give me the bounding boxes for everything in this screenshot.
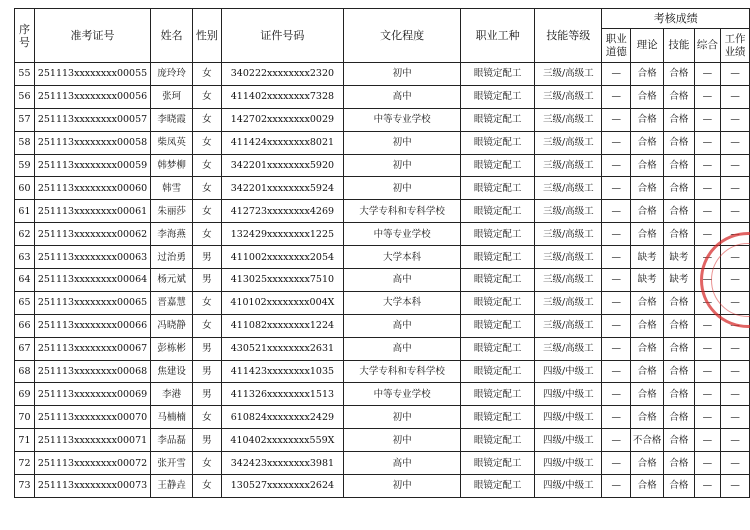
header-name: 姓名: [151, 9, 193, 63]
cell-comprehensive: —: [694, 246, 721, 269]
cell-gender: 男: [193, 360, 221, 383]
cell-id-no: 130527xxxxxxxx2624: [221, 475, 344, 498]
cell-comprehensive: —: [694, 269, 721, 292]
cell-skill: 合格: [664, 360, 694, 383]
cell-skill: 合格: [664, 429, 694, 452]
cell-work-performance: —: [721, 475, 750, 498]
cell-gender: 女: [193, 85, 221, 108]
cell-id-no: 411423xxxxxxxx1035: [221, 360, 344, 383]
cell-comprehensive: —: [694, 452, 721, 475]
cell-ethics: —: [602, 223, 631, 246]
cell-name: 马楠楠: [151, 406, 193, 429]
cell-occupation: 眼镜定配工: [461, 63, 535, 86]
cell-theory: 合格: [631, 291, 664, 314]
cell-education: 大学本科: [344, 291, 461, 314]
cell-comprehensive: —: [694, 360, 721, 383]
cell-occupation: 眼镜定配工: [461, 154, 535, 177]
cell-ethics: —: [602, 85, 631, 108]
cell-comprehensive: —: [694, 177, 721, 200]
cell-name: 杨元斌: [151, 269, 193, 292]
cell-comprehensive: —: [694, 429, 721, 452]
cell-exam-no: 251113xxxxxxxx00066: [34, 314, 150, 337]
table-row: [15, 291, 750, 314]
cell-exam-no: 251113xxxxxxxx00068: [34, 360, 150, 383]
cell-id-no: 142702xxxxxxxx0029: [221, 108, 344, 131]
cell-skill-level: 四级/中级工: [535, 475, 602, 498]
cell-education: 初中: [344, 177, 461, 200]
cell-name: 庞玲玲: [151, 63, 193, 86]
cell-theory: 合格: [631, 63, 664, 86]
cell-name: 李品磊: [151, 429, 193, 452]
cell-theory: 合格: [631, 452, 664, 475]
cell-education: 高中: [344, 452, 461, 475]
cell-seq: 64: [15, 269, 35, 292]
cell-skill: 缺考: [664, 269, 694, 292]
cell-skill-level: 四级/中级工: [535, 429, 602, 452]
table-row: [15, 154, 750, 177]
cell-comprehensive: —: [694, 131, 721, 154]
cell-theory: 合格: [631, 154, 664, 177]
cell-gender: 男: [193, 246, 221, 269]
cell-education: 中等专业学校: [344, 108, 461, 131]
cell-skill: 合格: [664, 452, 694, 475]
cell-exam-no: 251113xxxxxxxx00059: [34, 154, 150, 177]
cell-occupation: 眼镜定配工: [461, 291, 535, 314]
cell-ethics: —: [602, 154, 631, 177]
cell-occupation: 眼镜定配工: [461, 177, 535, 200]
cell-occupation: 眼镜定配工: [461, 223, 535, 246]
cell-occupation: 眼镜定配工: [461, 314, 535, 337]
table-row: [15, 360, 750, 383]
cell-name: 彭栋彬: [151, 337, 193, 360]
cell-gender: 女: [193, 452, 221, 475]
header-gender: 性别: [193, 9, 221, 63]
cell-exam-no: 251113xxxxxxxx00055: [34, 63, 150, 86]
cell-work-performance: —: [721, 223, 750, 246]
cell-occupation: 眼镜定配工: [461, 337, 535, 360]
cell-exam-no: 251113xxxxxxxx00064: [34, 269, 150, 292]
cell-work-performance: —: [721, 269, 750, 292]
cell-exam-no: 251113xxxxxxxx00070: [34, 406, 150, 429]
cell-gender: 女: [193, 131, 221, 154]
cell-id-no: 411002xxxxxxxx2054: [221, 246, 344, 269]
cell-seq: 65: [15, 291, 35, 314]
header-work-performance: 工作业绩: [721, 29, 750, 63]
cell-exam-no: 251113xxxxxxxx00067: [34, 337, 150, 360]
cell-exam-no: 251113xxxxxxxx00058: [34, 131, 150, 154]
cell-seq: 73: [15, 475, 35, 498]
cell-ethics: —: [602, 108, 631, 131]
cell-skill-level: 三级/高级工: [535, 246, 602, 269]
cell-skill-level: 三级/高级工: [535, 223, 602, 246]
cell-gender: 女: [193, 177, 221, 200]
cell-exam-no: 251113xxxxxxxx00069: [34, 383, 150, 406]
cell-gender: 男: [193, 429, 221, 452]
cell-occupation: 眼镜定配工: [461, 269, 535, 292]
table-row: [15, 314, 750, 337]
cell-id-no: 342201xxxxxxxx5920: [221, 154, 344, 177]
cell-work-performance: —: [721, 429, 750, 452]
cell-skill: 合格: [664, 131, 694, 154]
cell-seq: 56: [15, 85, 35, 108]
header-theory: 理论: [631, 29, 664, 63]
cell-gender: 女: [193, 200, 221, 223]
cell-ethics: —: [602, 131, 631, 154]
cell-gender: 男: [193, 269, 221, 292]
cell-seq: 61: [15, 200, 35, 223]
cell-gender: 女: [193, 154, 221, 177]
cell-work-performance: —: [721, 85, 750, 108]
cell-name: 李海燕: [151, 223, 193, 246]
cell-id-no: 411082xxxxxxxx1224: [221, 314, 344, 337]
header-seq: 序号: [15, 9, 35, 63]
cell-skill-level: 三级/高级工: [535, 108, 602, 131]
cell-theory: 合格: [631, 131, 664, 154]
cell-skill-level: 三级/高级工: [535, 269, 602, 292]
cell-education: 中等专业学校: [344, 383, 461, 406]
cell-skill: 合格: [664, 177, 694, 200]
cell-skill-level: 三级/高级工: [535, 131, 602, 154]
cell-exam-no: 251113xxxxxxxx00062: [34, 223, 150, 246]
cell-education: 高中: [344, 314, 461, 337]
cell-work-performance: —: [721, 314, 750, 337]
cell-theory: 合格: [631, 108, 664, 131]
cell-comprehensive: —: [694, 223, 721, 246]
table-row: [15, 429, 750, 452]
cell-comprehensive: —: [694, 314, 721, 337]
table-row: [15, 131, 750, 154]
cell-ethics: —: [602, 200, 631, 223]
cell-gender: 女: [193, 475, 221, 498]
cell-occupation: 眼镜定配工: [461, 475, 535, 498]
cell-skill: 合格: [664, 63, 694, 86]
table-row: [15, 200, 750, 223]
table-row: [15, 337, 750, 360]
cell-id-no: 411402xxxxxxxx7328: [221, 85, 344, 108]
cell-id-no: 340222xxxxxxxx2320: [221, 63, 344, 86]
cell-seq: 69: [15, 383, 35, 406]
cell-skill: 合格: [664, 154, 694, 177]
cell-work-performance: —: [721, 360, 750, 383]
cell-comprehensive: —: [694, 63, 721, 86]
cell-occupation: 眼镜定配工: [461, 360, 535, 383]
cell-work-performance: —: [721, 406, 750, 429]
table-row: [15, 177, 750, 200]
cell-id-no: 411326xxxxxxxx1513: [221, 383, 344, 406]
cell-skill: 合格: [664, 475, 694, 498]
table-row: [15, 269, 750, 292]
cell-occupation: 眼镜定配工: [461, 452, 535, 475]
cell-theory: 不合格: [631, 429, 664, 452]
cell-seq: 57: [15, 108, 35, 131]
cell-name: 张珂: [151, 85, 193, 108]
cell-gender: 女: [193, 63, 221, 86]
cell-ethics: —: [602, 314, 631, 337]
header-education: 文化程度: [344, 9, 461, 63]
cell-education: 大学本科: [344, 246, 461, 269]
cell-skill-level: 三级/高级工: [535, 85, 602, 108]
cell-comprehensive: —: [694, 154, 721, 177]
cell-ethics: —: [602, 360, 631, 383]
cell-work-performance: —: [721, 154, 750, 177]
cell-occupation: 眼镜定配工: [461, 429, 535, 452]
cell-theory: 缺考: [631, 246, 664, 269]
cell-name: 冯晓静: [151, 314, 193, 337]
cell-education: 初中: [344, 131, 461, 154]
cell-ethics: —: [602, 452, 631, 475]
results-table: [14, 8, 750, 498]
cell-education: 初中: [344, 63, 461, 86]
cell-id-no: 410102xxxxxxxx004X: [221, 291, 344, 314]
cell-skill-level: 三级/高级工: [535, 337, 602, 360]
cell-ethics: —: [602, 269, 631, 292]
cell-exam-no: 251113xxxxxxxx00063: [34, 246, 150, 269]
cell-comprehensive: —: [694, 291, 721, 314]
cell-gender: 女: [193, 291, 221, 314]
cell-theory: 合格: [631, 177, 664, 200]
cell-theory: 合格: [631, 314, 664, 337]
cell-work-performance: —: [721, 200, 750, 223]
table-row: [15, 63, 750, 86]
cell-id-no: 412723xxxxxxxx4269: [221, 200, 344, 223]
cell-work-performance: —: [721, 63, 750, 86]
cell-skill-level: 三级/高级工: [535, 314, 602, 337]
cell-theory: 缺考: [631, 269, 664, 292]
table-row: [15, 452, 750, 475]
cell-occupation: 眼镜定配工: [461, 406, 535, 429]
cell-work-performance: —: [721, 383, 750, 406]
cell-name: 柴凤英: [151, 131, 193, 154]
cell-education: 初中: [344, 429, 461, 452]
cell-ethics: —: [602, 406, 631, 429]
header-comprehensive: 综合: [694, 29, 721, 63]
header-skill: 技能: [664, 29, 694, 63]
cell-id-no: 411424xxxxxxxx8021: [221, 131, 344, 154]
cell-name: 李晓霞: [151, 108, 193, 131]
cell-comprehensive: —: [694, 108, 721, 131]
cell-skill: 合格: [664, 406, 694, 429]
cell-theory: 合格: [631, 85, 664, 108]
cell-exam-no: 251113xxxxxxxx00071: [34, 429, 150, 452]
cell-education: 大学专科和专科学校: [344, 200, 461, 223]
table-row: [15, 85, 750, 108]
cell-skill-level: 四级/中级工: [535, 452, 602, 475]
cell-name: 张开雪: [151, 452, 193, 475]
cell-skill: 合格: [664, 223, 694, 246]
cell-seq: 62: [15, 223, 35, 246]
cell-exam-no: 251113xxxxxxxx00056: [34, 85, 150, 108]
cell-gender: 女: [193, 406, 221, 429]
cell-id-no: 610824xxxxxxxx2429: [221, 406, 344, 429]
cell-theory: 合格: [631, 223, 664, 246]
cell-id-no: 410402xxxxxxxx559X: [221, 429, 344, 452]
cell-work-performance: —: [721, 246, 750, 269]
header-assessment: 考核成绩: [602, 9, 750, 29]
cell-education: 中等专业学校: [344, 223, 461, 246]
cell-ethics: —: [602, 246, 631, 269]
cell-occupation: 眼镜定配工: [461, 108, 535, 131]
table-row: [15, 475, 750, 498]
cell-ethics: —: [602, 475, 631, 498]
cell-skill: 合格: [664, 85, 694, 108]
table-row: [15, 246, 750, 269]
cell-occupation: 眼镜定配工: [461, 200, 535, 223]
cell-name: 李港: [151, 383, 193, 406]
cell-theory: 合格: [631, 200, 664, 223]
cell-seq: 67: [15, 337, 35, 360]
cell-work-performance: —: [721, 291, 750, 314]
cell-exam-no: 251113xxxxxxxx00060: [34, 177, 150, 200]
cell-skill-level: 四级/中级工: [535, 406, 602, 429]
cell-ethics: —: [602, 429, 631, 452]
cell-seq: 60: [15, 177, 35, 200]
cell-id-no: 430521xxxxxxxx2631: [221, 337, 344, 360]
cell-seq: 55: [15, 63, 35, 86]
cell-gender: 男: [193, 337, 221, 360]
cell-name: 焦建设: [151, 360, 193, 383]
cell-skill: 缺考: [664, 246, 694, 269]
cell-ethics: —: [602, 291, 631, 314]
cell-skill-level: 三级/高级工: [535, 63, 602, 86]
cell-name: 朱丽莎: [151, 200, 193, 223]
cell-theory: 合格: [631, 383, 664, 406]
cell-id-no: 342201xxxxxxxx5924: [221, 177, 344, 200]
cell-comprehensive: —: [694, 406, 721, 429]
cell-exam-no: 251113xxxxxxxx00057: [34, 108, 150, 131]
table-row: [15, 383, 750, 406]
cell-skill-level: 三级/高级工: [535, 177, 602, 200]
cell-seq: 63: [15, 246, 35, 269]
cell-occupation: 眼镜定配工: [461, 246, 535, 269]
cell-skill-level: 四级/中级工: [535, 360, 602, 383]
table-row: [15, 108, 750, 131]
cell-education: 高中: [344, 85, 461, 108]
cell-ethics: —: [602, 337, 631, 360]
table-body: [15, 63, 750, 498]
cell-education: 初中: [344, 406, 461, 429]
cell-theory: 合格: [631, 475, 664, 498]
cell-skill: 合格: [664, 200, 694, 223]
cell-skill: 合格: [664, 383, 694, 406]
cell-skill: 合格: [664, 108, 694, 131]
cell-seq: 66: [15, 314, 35, 337]
table-row: [15, 223, 750, 246]
cell-work-performance: —: [721, 337, 750, 360]
cell-name: 韩梦柳: [151, 154, 193, 177]
cell-comprehensive: —: [694, 85, 721, 108]
header-id-no: 证件号码: [221, 9, 344, 63]
cell-occupation: 眼镜定配工: [461, 85, 535, 108]
cell-work-performance: —: [721, 108, 750, 131]
cell-seq: 68: [15, 360, 35, 383]
cell-work-performance: —: [721, 177, 750, 200]
header-occupation: 职业工种: [461, 9, 535, 63]
cell-skill-level: 三级/高级工: [535, 291, 602, 314]
cell-gender: 女: [193, 108, 221, 131]
cell-ethics: —: [602, 63, 631, 86]
cell-gender: 女: [193, 314, 221, 337]
header-skill-level: 技能等级: [535, 9, 602, 63]
cell-comprehensive: —: [694, 337, 721, 360]
cell-id-no: 342423xxxxxxxx3981: [221, 452, 344, 475]
cell-skill-level: 三级/高级工: [535, 154, 602, 177]
cell-skill: 合格: [664, 337, 694, 360]
header-ethics: 职业道德: [602, 29, 631, 63]
cell-skill-level: 四级/中级工: [535, 383, 602, 406]
cell-comprehensive: —: [694, 200, 721, 223]
cell-skill-level: 三级/高级工: [535, 200, 602, 223]
cell-comprehensive: —: [694, 383, 721, 406]
cell-gender: 男: [193, 383, 221, 406]
cell-education: 高中: [344, 269, 461, 292]
cell-education: 高中: [344, 337, 461, 360]
cell-id-no: 413025xxxxxxxx7510: [221, 269, 344, 292]
cell-skill: 合格: [664, 314, 694, 337]
cell-education: 大学专科和专科学校: [344, 360, 461, 383]
cell-exam-no: 251113xxxxxxxx00061: [34, 200, 150, 223]
cell-name: 韩雪: [151, 177, 193, 200]
cell-skill: 合格: [664, 291, 694, 314]
cell-work-performance: —: [721, 131, 750, 154]
cell-occupation: 眼镜定配工: [461, 383, 535, 406]
cell-theory: 合格: [631, 360, 664, 383]
cell-name: 王静垚: [151, 475, 193, 498]
cell-work-performance: —: [721, 452, 750, 475]
cell-exam-no: 251113xxxxxxxx00073: [34, 475, 150, 498]
cell-education: 初中: [344, 154, 461, 177]
cell-theory: 合格: [631, 337, 664, 360]
cell-seq: 72: [15, 452, 35, 475]
cell-education: 初中: [344, 475, 461, 498]
cell-ethics: —: [602, 383, 631, 406]
cell-gender: 女: [193, 223, 221, 246]
header-exam-no: 准考证号: [34, 9, 150, 63]
cell-name: 过治勇: [151, 246, 193, 269]
cell-seq: 59: [15, 154, 35, 177]
cell-theory: 合格: [631, 406, 664, 429]
cell-exam-no: 251113xxxxxxxx00065: [34, 291, 150, 314]
cell-ethics: —: [602, 177, 631, 200]
table-row: [15, 406, 750, 429]
cell-exam-no: 251113xxxxxxxx00072: [34, 452, 150, 475]
cell-seq: 71: [15, 429, 35, 452]
cell-comprehensive: —: [694, 475, 721, 498]
cell-name: 晋嘉慧: [151, 291, 193, 314]
cell-id-no: 132429xxxxxxxx1225: [221, 223, 344, 246]
cell-seq: 70: [15, 406, 35, 429]
cell-seq: 58: [15, 131, 35, 154]
cell-occupation: 眼镜定配工: [461, 131, 535, 154]
